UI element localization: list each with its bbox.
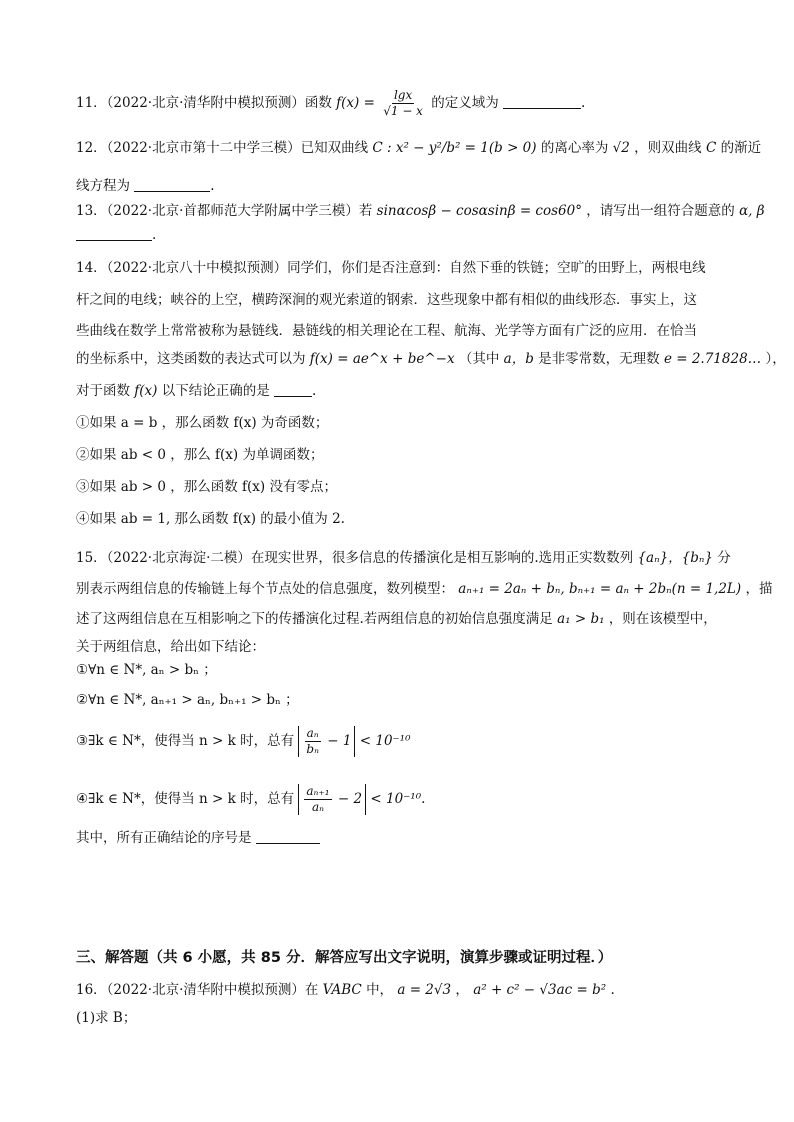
question-14-line-4: 的坐标系中，这类函数的表达式可以为 f(x) = ae^x + be^−x （其中 a，b 是非零常数，无理数 e = 2.71828… ）， (76, 351, 786, 367)
question-15-line-1: 15．（2022·北京海淀·二模）在现实世界，很多信息的传播演化是相互影响的.选用正实数数列 {aₙ}，{bₙ} 分 (76, 550, 731, 566)
question-15-option-2: ②∀n ∈ N*, aₙ₊₁ > aₙ, bₙ₊₁ > bₙ ； (76, 692, 299, 708)
question-14-option-3: ③如果 ab > 0 ，那么函数 f(x) 没有零点； (76, 479, 337, 495)
question-14-line-5: 对于函数 f(x) 以下结论正确的是 . (76, 383, 317, 399)
absolute-value: $\frac{\text{aₙ₊₁}}{\text{aₙ}}$ − 2 (298, 784, 366, 815)
answer-blank[interactable] (256, 829, 320, 844)
fraction: $\frac{\text{aₙ}}{\text{bₙ}}$ (306, 726, 319, 756)
question-14-option-1: ①如果 a = b ，那么函数 f(x) 为奇函数； (76, 415, 329, 431)
question-14-line-2: 杆之间的电线；峡谷的上空，横跨深涧的观光索道的钢索．这些现象中都有相似的曲线形态．事实上，这 (76, 292, 697, 308)
question-14-option-4: ④如果 ab = 1, 那么函数 f(x) 的最小值为 2. (76, 511, 345, 527)
fraction: $\frac{\text{aₙ₊₁}}{\text{aₙ}}$ (306, 784, 330, 814)
question-15-line-3: 述了这两组信息在互相影响之下的传播演化过程.若两组信息的初始信息强度满足 a₁ > b₁ ，则在该模型中， (76, 611, 717, 627)
answer-blank[interactable] (503, 94, 581, 109)
fraction: $\frac{\lg x}{√1 - x}$ (383, 88, 423, 118)
question-14-option-2: ②如果 ab < 0 ，那么 f(x) 为单调函数； (76, 447, 324, 463)
question-15-option-1: ①∀n ∈ N*, aₙ > bₙ ； (76, 662, 217, 678)
question-13: 13．（2022·北京·首都师范大学附属中学三模）若 sinαcosβ − cosαsinβ = cos60° ，请写出一组符合题意的 α, β (76, 203, 765, 219)
question-15-option-3: ③∃k ∈ N*，使得当 n > k 时，总有 $\frac{\text{aₙ}}{\text{bₙ}}$ − 1 < 10⁻¹⁰ (76, 726, 411, 756)
question-15-final: 其中，所有正确结论的序号是 (76, 827, 320, 849)
absolute-value: $\frac{\text{aₙ}}{\text{bₙ}}$ − 1 (298, 726, 355, 757)
question-12-line-1: 12．（2022·北京市第十二中学三模）已知双曲线 C : x² − y²/b² = 1(b > 0) 的离心率为 √2 ，则双曲线 C 的渐近 (76, 140, 762, 156)
question-14-line-3: 些曲线在数学上常常被称为悬链线．悬链线的相关理论在工程、航海、光学等方面有广泛的应用．在恰当 (76, 323, 697, 339)
answer-blank[interactable] (76, 226, 152, 241)
section-heading: 三、解答题（共 6 小愿，共 85 分．解答应写出文字说明，演算步骤或证明过程．） (76, 950, 613, 966)
question-15-line-2: 别表示两组信息的传输链上每个节点处的信息强度，数列模型： aₙ₊₁ = 2aₙ + bₙ, bₙ₊₁ = aₙ + 2bₙ(n = 1,2L) ，描 (76, 581, 773, 597)
question-16: 16．（2022·北京·清华附中模拟预测）在 VABC 中， a = 2√3 ， a² + c² − √3ac = b² . (76, 982, 615, 998)
question-12-line-2: 线方程为 . (76, 178, 215, 194)
question-15-line-4: 关于两组信息，给出如下结论： (76, 639, 265, 655)
question-16-part-1: (1)求 B； (76, 1010, 137, 1026)
answer-blank[interactable] (274, 382, 312, 397)
question-14-line-1: 14．（2022·北京八十中模拟预测）同学们，你们是否注意到：自然下垂的铁链；空旷的田野上，两根电线 (76, 260, 706, 276)
question-13-blank-line: . (76, 224, 156, 246)
question-11: 11．（2022·北京·清华附中模拟预测）函数 f(x) = $\frac{\lg x}{√1 - x}$ 的定义域为 . (76, 88, 586, 118)
question-15-option-4: ④∃k ∈ N*，使得当 n > k 时，总有 $\frac{\text{aₙ₊₁}}{\text{aₙ}}$ − 2 < 10⁻¹⁰. (76, 784, 426, 814)
answer-blank[interactable] (134, 177, 210, 192)
